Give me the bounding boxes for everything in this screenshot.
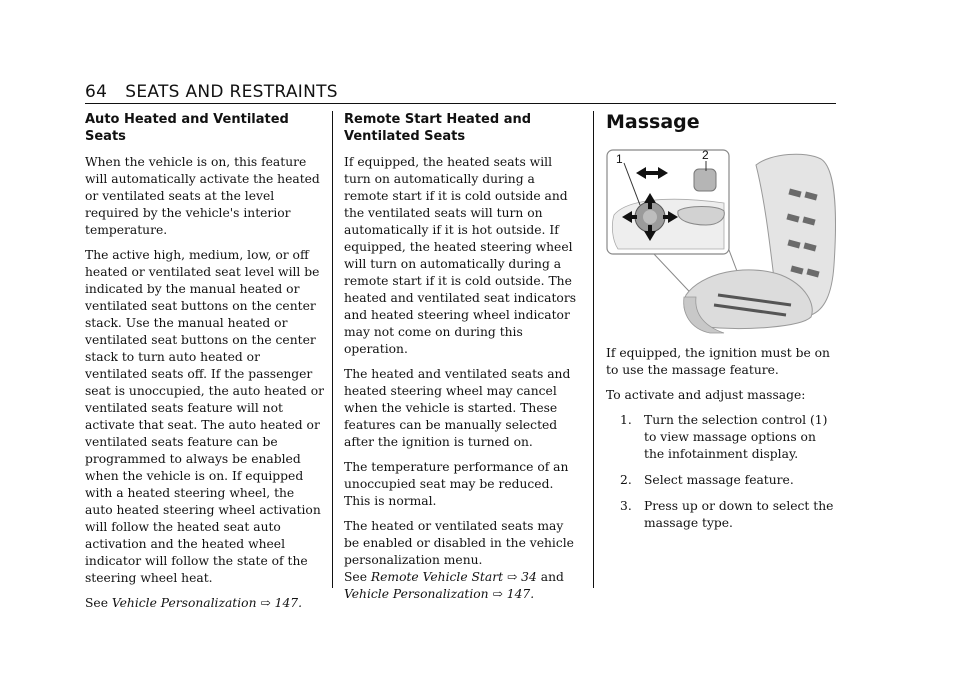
paragraph: If equipped, the ignition must be on to use the massage feature. [606, 346, 830, 377]
step-number: 2. [620, 473, 632, 487]
see-and: and [536, 570, 564, 584]
cross-reference-link[interactable]: Vehicle Personalization [344, 587, 489, 601]
header-rule [85, 103, 836, 104]
paragraph: The temperature performance of an unoccupied seat may be reduced. This is normal. [344, 460, 569, 508]
massage-steps [606, 412, 836, 532]
page-reference[interactable]: ⇨ 34 [506, 570, 537, 584]
list-item [606, 472, 836, 489]
paragraph: The heated and ventilated seats and heated steering wheel may cancel when the vehicle is started. These features can be manually selected after the ignition is turned on. [344, 367, 571, 449]
list-item [606, 498, 836, 532]
page-reference[interactable]: ⇨ 147. [260, 596, 303, 610]
step-number: 3. [620, 499, 632, 513]
column-remote-start [344, 111, 579, 603]
massage-button-2 [694, 169, 716, 191]
cross-reference-link[interactable]: Vehicle Personalization [111, 596, 257, 610]
column-auto-heated [85, 111, 325, 620]
section-heading: Auto Heated and Ventilated Seats [85, 112, 289, 144]
section-heading: Remote Start Heated and Ventilated Seats [344, 112, 532, 144]
paragraph: When the vehicle is on, this feature will automatically activate the heated or ventilated seats at the level required by the vehicle's interior temperature. [85, 155, 320, 237]
cross-reference-link[interactable]: Remote Vehicle Start [370, 570, 504, 584]
step-text: Press up or down to select the massage type. [644, 499, 834, 530]
list-item [606, 412, 836, 463]
paragraph: To activate and adjust massage: [606, 388, 806, 402]
massage-seat-illustration [606, 145, 836, 335]
step-text: Select massage feature. [644, 473, 794, 487]
see-prefix: See [344, 570, 371, 584]
paragraph [344, 518, 579, 603]
section-title: SEATS AND RESTRAINTS [125, 82, 338, 102]
section-heading: Massage [606, 111, 700, 133]
selection-control-center [643, 210, 657, 224]
column-divider [332, 111, 333, 588]
seat-controls-diagram [606, 145, 836, 335]
callout-number-2: 2 [702, 148, 709, 162]
paragraph: If equipped, the heated seats will turn on automatically during a remote start if it is cold outside and the ventilated seats will turn on automatically if it is hot outside. If equipped, the heated steering wheel will turn on automatically during a remote start if it is cold outside. The heated and ventilated seat indicators and heated steering wheel indicator may not come on during this operation. [344, 155, 577, 356]
step-text: Turn the selection control (1) to view massage options on the infotainment display. [644, 413, 828, 461]
see-reference [85, 595, 325, 612]
page-number: 64 [85, 82, 108, 102]
column-massage [606, 111, 836, 541]
column-divider [593, 111, 594, 588]
step-number: 1. [620, 413, 632, 427]
callout-number-1: 1 [616, 152, 623, 166]
paragraph: The active high, medium, low, or off heated or ventilated seat level will be indicated by the manual heated or ventilated seat buttons on the center stack. Use the manual heated or ventilated seat buttons on the center stack to turn auto heated or ventilated seats off. If the passenger seat is unoccupied, the auto heated or ventilated seats feature will not activate that seat. The auto heated or ventilated seats feature can be programmed to always be enabled when the vehicle is on. If equipped with a heated steering wheel, the auto heated steering wheel activation will follow the heated seat auto activation and the heated wheel indicator will follow the state of the steering wheel heat. [85, 248, 324, 585]
paragraph-text: The heated or ventilated seats may be enabled or disabled in the vehicle personalization menu. [344, 519, 574, 567]
see-prefix: See [85, 596, 112, 610]
page-reference[interactable]: ⇨ 147. [492, 587, 535, 601]
page-header [85, 82, 338, 102]
